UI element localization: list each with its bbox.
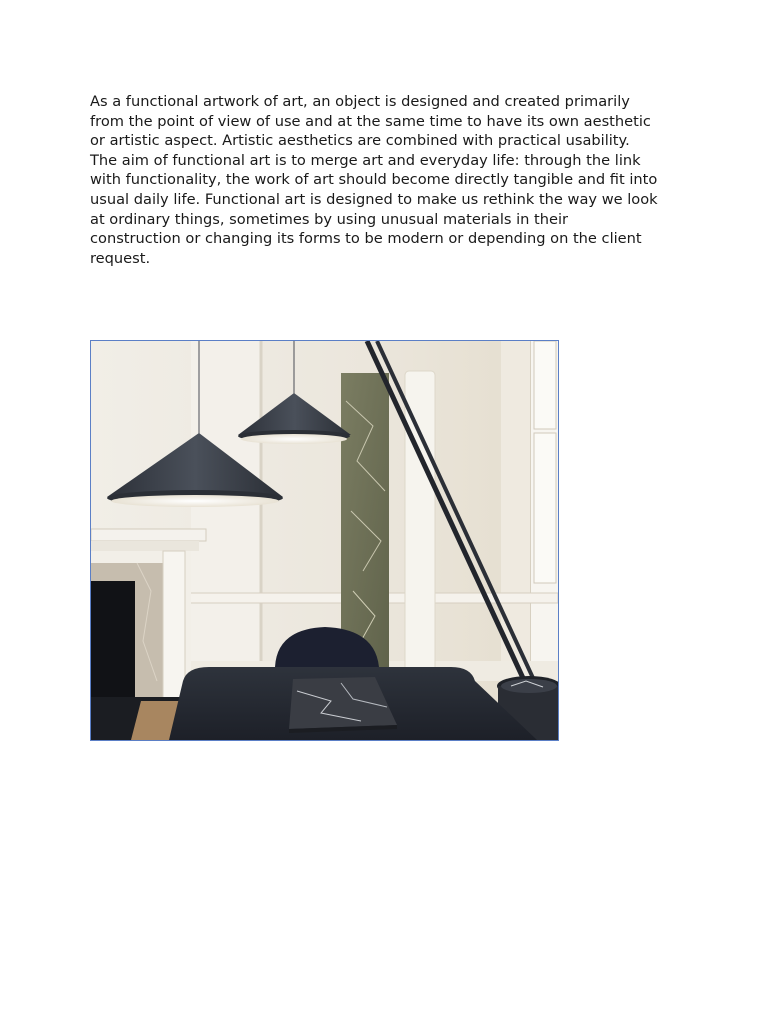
paragraph-line: with functionality, the work of art should become directly tangible and fit into [90, 171, 658, 189]
marble-panel [341, 373, 389, 673]
paragraph-line: from the point of view of use and at the same time to have its own aesthetic [90, 112, 651, 130]
photo-illustration [91, 341, 558, 740]
paragraph-line: or artistic aspect. Artistic aesthetics are combined with practical usability. [90, 132, 630, 150]
paragraph-line: at ordinary things, sometimes by using unusual materials in their [90, 210, 569, 228]
paragraph-line: construction or changing its forms to be modern or depending on the client [90, 230, 642, 248]
paragraph-line: As a functional artwork of art, an object is designed and created primarily [90, 93, 630, 110]
body-paragraph [90, 92, 690, 268]
white-panel [405, 371, 435, 671]
pendant-lamps-photo[interactable] [90, 340, 559, 741]
paragraph-line: request. [90, 249, 151, 267]
paragraph-line: The aim of functional art is to merge art and everyday life: through the link [90, 151, 641, 169]
paragraph-line: usual daily life. Functional art is designed to make us rethink the way we look [90, 190, 658, 208]
